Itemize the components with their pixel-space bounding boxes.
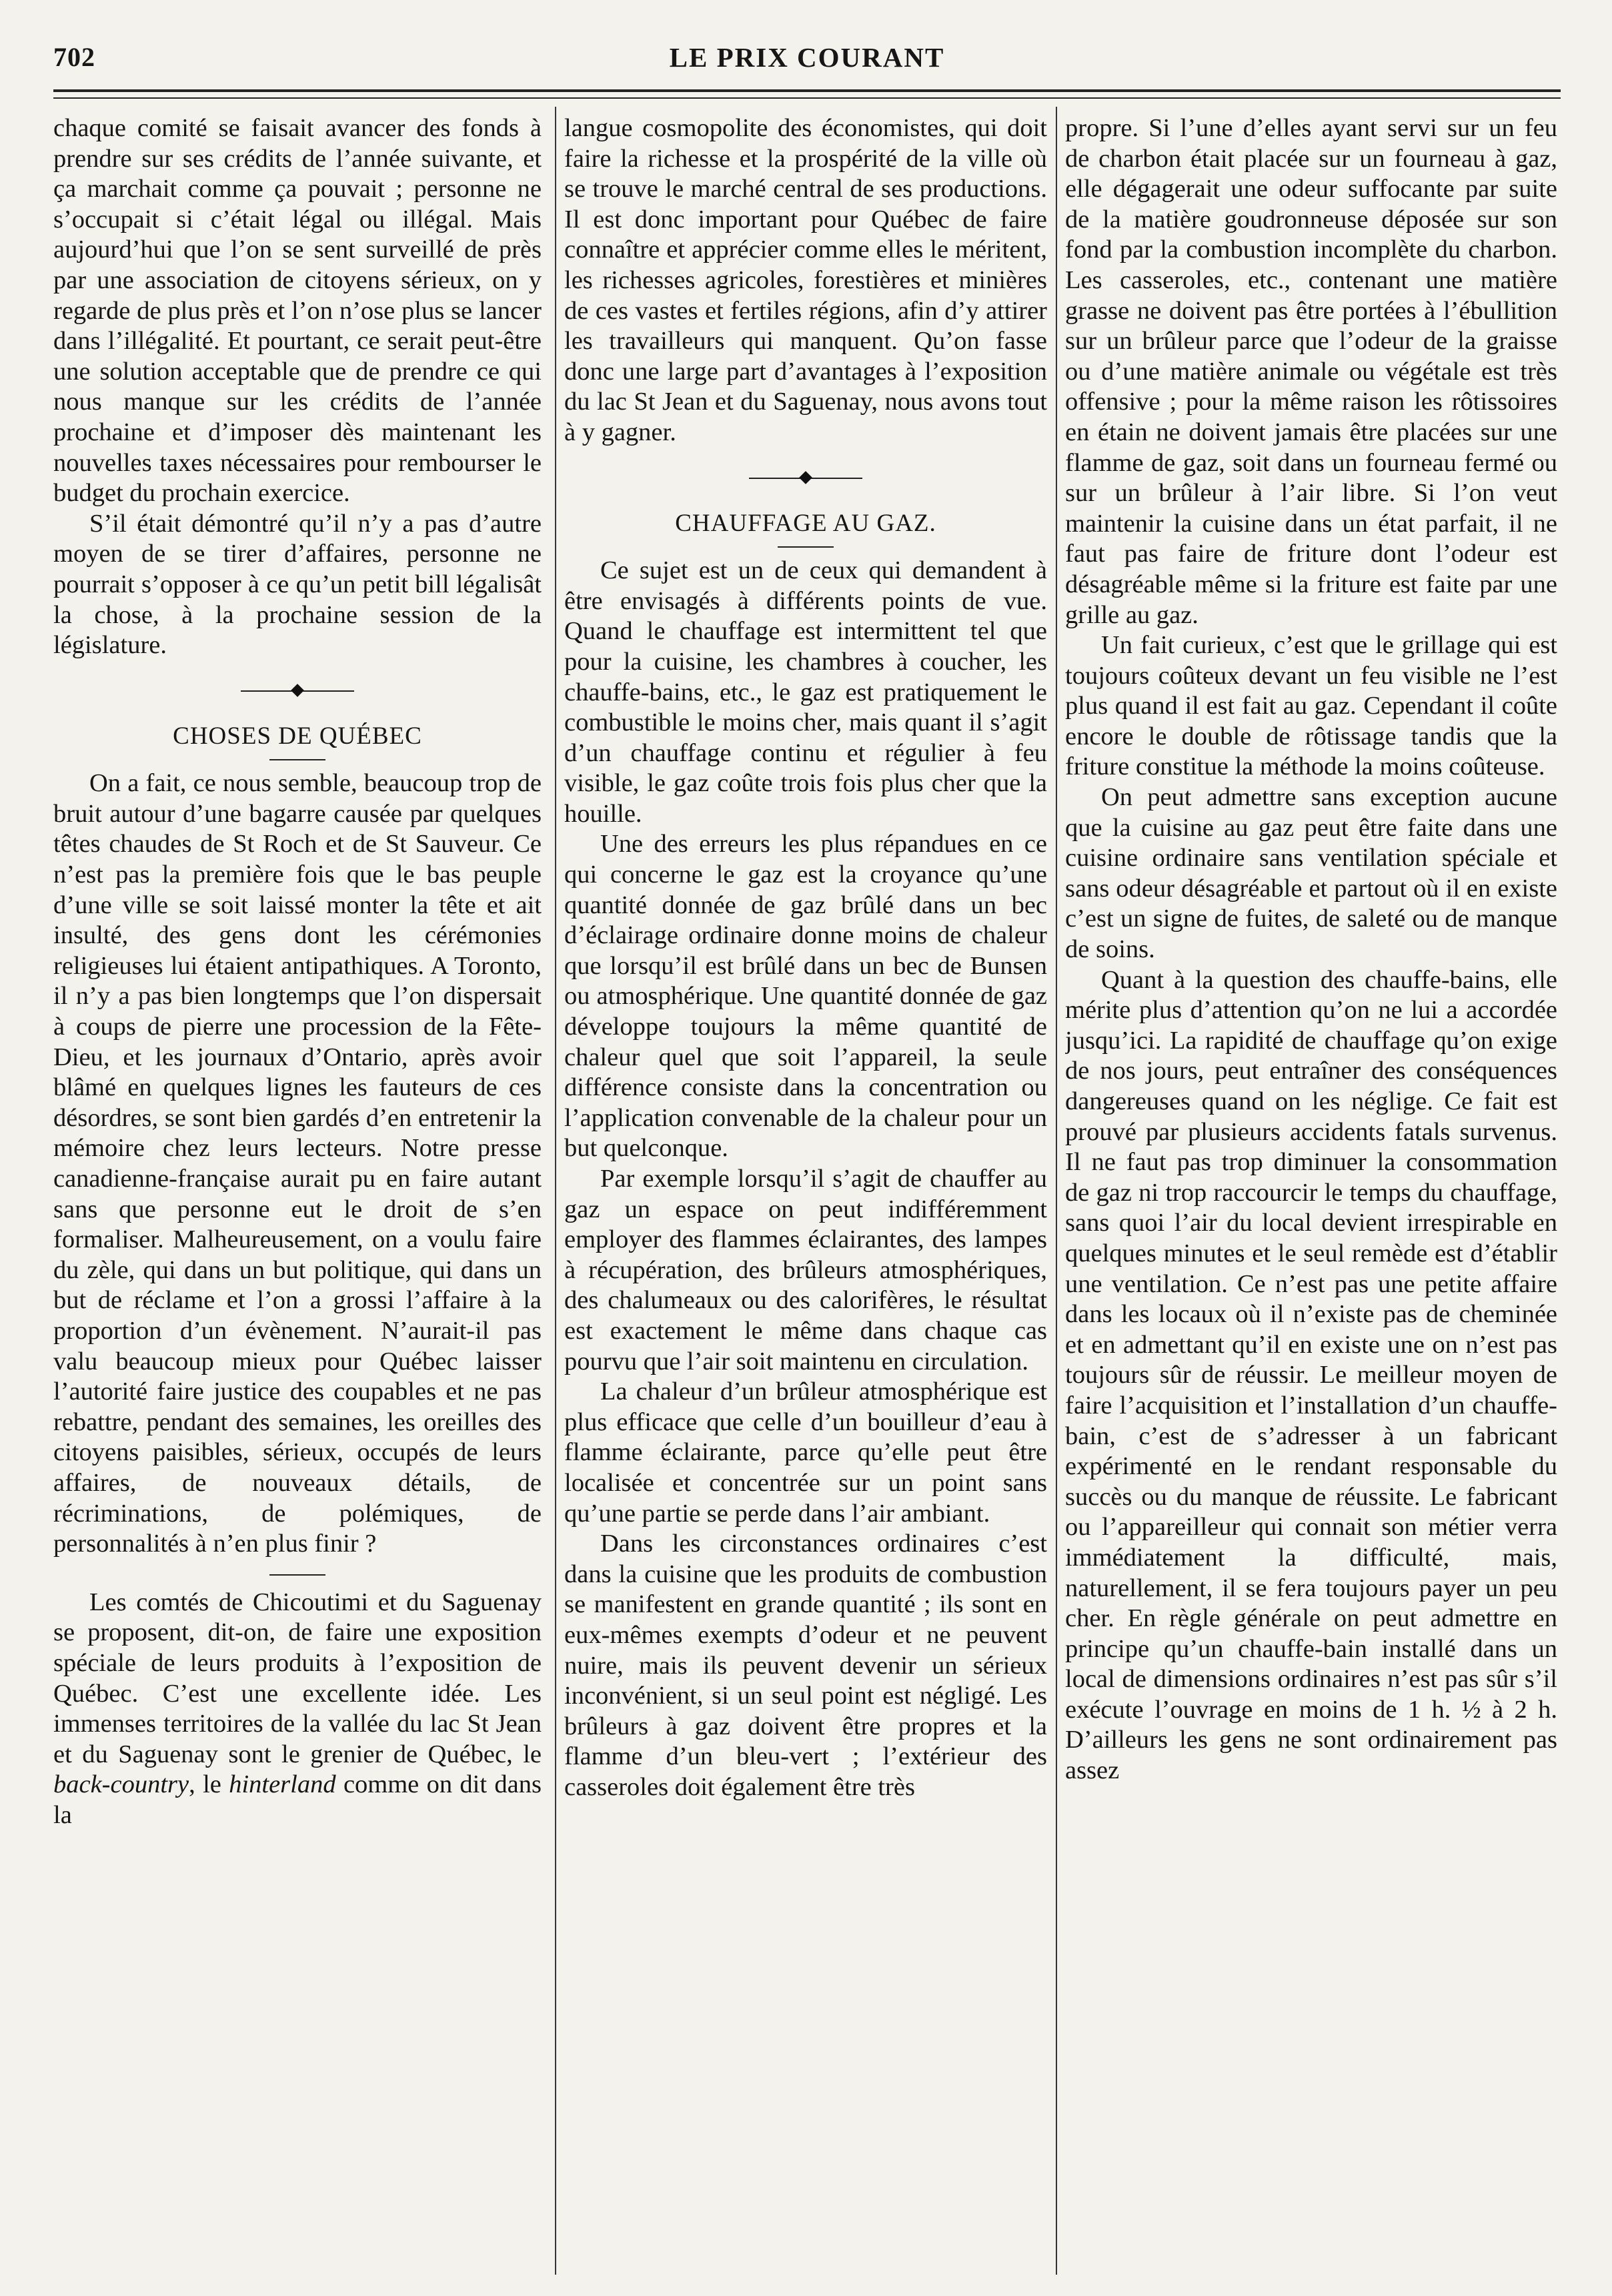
header-rule-thin [53,97,1561,99]
page-number: 702 [53,42,95,72]
column-2 [564,113,1047,2281]
col3-paragraph-2: Un fait curieux, c’est que le grillage qui est toujours coûteux devant un feu visible ne l’est plus quand il est fait au gaz. Cependant il coûte encore le double de rôtissage tandis que la friture constitue la méthode la moins coûteuse. [1065,631,1557,781]
italic-back-country: back-country [53,1770,189,1799]
col3-paragraph-4: Quant à la question des chauffe-bains, elle mérite plus d’attention qu’on ne lui a accordée jusqu’ici. La rapidité de chauffage qu’on exige de nos jours, peut entraîner des conséquences dangereuses quand on les néglige. Ce fait est prouvé par plusieurs accidents fatals survenus. Il ne faut pas trop diminuer la consommation de gaz ni trop raccourcir le temps du chauffage, sans quoi l’air du local devient irrespirable en quelques minutes et le seul remède est d’établir une ventilation. Ce n’est pas une petite affaire dans les locaux où il n’existe pas de cheminée et en admettant qu’il en existe une on n’est pas toujours sûr de réussir. Le meilleur moyen de faire l’acquisition et l’installation d’un chauffe-bain, c’est de s’adresser à un fabricant expérimenté en le rendant responsable du succès ou du manque de réussite. Le fabricant ou l’appareilleur qui connait son métier verra immédiatement la difficulté, mais, naturellement, il se fera toujours payer un peu cher. En règle générale on peut admettre en principe qu’un chauffe-bain installé dans un local de dimensions ordinaires n’est pas sûr s’il exécute l’ouvrage en moins de 1 h. ½ à 2 h. D’ailleurs les gens ne sont ordinairement pas assez [1065,965,1557,1785]
section-ornament [53,676,542,706]
col3-paragraph-3: On peut admettre sans exception aucune que la cuisine au gaz peut être faite dans une cuisine ordinaire sans ventilation spéciale et sans odeur désagréable et partout où il en existe c’est un signe de fuites, de saleté ou de manque de soins. [1065,783,1557,964]
column-1 [53,113,542,2281]
col1-paragraph-4: Les comtés de Chicoutimi et du Saguenay se proposent, dit-on, de faire une exposition spéciale de leurs produits à l’exposition de Québec. C’est une excellente idée. Les immenses territoires de la vallée du lac St Jean et du Saguenay sont le grenier de Québec, le back-country, le hinterland comme on dit dans la [53,1588,542,1829]
column-divider-2 [1056,107,1057,2275]
column-divider-1 [555,107,556,2275]
col3-paragraph-1: propre. Si l’une d’elles ayant servi sur un feu de charbon était placée sur un fourneau à gaz, elle dégagerait une odeur suffocante par suite de la matière goudronneuse déposée sur son fond par la combustion incomplète du charbon. Les casseroles, etc., contenant une matière grasse ne doivent pas être portées à l’ébullition sur un brûleur parce que l’odeur de la graisse ou d’une matière animale ou végétale est très offensive ; pour la même raison les rôtissoires en étain ne doivent jamais être placées sur une flamme de gaz, soit dans un fourneau fermé ou sur un brûleur à l’air libre. Si l’on veut maintenir la cuisine dans un état parfait, il ne faut pas faire de friture dont l’odeur est désagréable même si la friture est faite par une grille au gaz. [1065,114,1557,629]
heading-rule [269,759,325,760]
italic-hinterland: hinterland [229,1770,336,1799]
col2-paragraph-1: langue cosmopolite des économistes, qui doit faire la richesse et la prospérité de la ville où se trouve le marché central de ses productions. Il est donc important pour Québec de faire connaître et apprécier comme elles le méritent, les richesses agricoles, forestières et minières de ces vastes et fertiles régions, afin d’y attirer les travailleurs qui manquent. Qu’on fasse donc une large part d’avantages à l’exposition du lac St Jean et du Saguenay, nous avons tout à y gagner. [564,114,1047,446]
col1-paragraph-2: S’il était démontré qu’il n’y a pas d’autre moyen de se tirer d’affaires, personne ne pourrait s’opposer à ce qu’un petit bill légalisât la chose, à la prochaine session de la législature. [53,509,542,660]
heading-choses-de-quebec: CHOSES DE QUÉBEC [173,722,422,750]
page-header [53,41,1561,81]
col1-paragraph-3: On a fait, ce nous semble, beaucoup trop de bruit autour d’une bagarre causée par quelques têtes chaudes de St Roch et de St Sauveur. Ce n’est pas la première fois que le bas peuple d’une ville se soit laissé monter la tête et ait insulté, des gens dont les cérémonies religieuses lui étaient antipathiques. A Toronto, il n’y a pas bien longtemps que l’on dispersait à coups de pierre une procession de la Fête-Dieu, et les journaux d’Ontario, après avoir blâmé en quelques lignes les fauteurs de ces désordres, se sont bien gardés d’en entretenir la mémoire chez leurs lecteurs. Notre presse canadienne-française aurait pu en faire autant sans que personne eut le droit de s’en formaliser. Malheureusement, on a voulu faire du zèle, qui dans un but politique, qui dans un but de réclame et l’on a grossi l’affaire à la proportion d’un évènement. N’aurait-il pas valu beaucoup mieux pour Québec laisser l’autorité faire justice des coupables et ne pas rebattre, pendant des semaines, les oreilles des citoyens paisibles, sérieux, occupés de leurs affaires, de nouveaux détails, de récriminations, de polémiques, de personnalités à n’en plus finir ? [53,769,542,1558]
col2-paragraph-2: Ce sujet est un de ceux qui demandent à être envisagés à différents points de vue. Quand le chauffage est intermittent tel que pour la cuisine, les chambres à coucher, les chauffe-bains, etc., le gaz est pratiquement le combustible le moins cher, mais quant il s’agit d’un chauffage continu et régulier à feu visible, le gaz coûte trois fois plus cher que la houille. [564,556,1047,828]
column-3 [1065,113,1557,2281]
paragraph-separator [269,1574,325,1576]
col1-paragraph-1: chaque comité se faisait avancer des fonds à prendre sur ses crédits de l’année suivante, et ça marchait comme ça pouvait ; personne ne s’occupait si c’était légal ou illégal. Mais aujourd’hui que l’on se sent surveillé de près par une association de citoyens sérieux, on y regarde de plus près et l’on n’ose plus se lancer dans l’illégalité. Et pourtant, ce serait peut-être une solution acceptable que de prendre ce qui nous manque sur les crédits de l’année prochaine et d’imposer dès maintenant les nouvelles taxes nécessaires pour rembourser le budget du prochain exercice. [53,114,542,508]
heading-rule [778,546,834,548]
col2-paragraph-3: Une des erreurs les plus répandues en ce qui concerne le gaz est la croyance qu’une quantité donnée de gaz brûlé dans un bec d’éclairage ordinaire donne moins de chaleur que lorsqu’il est brûlé dans un bec de Bunsen ou atmosphérique. Une quantité donnée de gaz développe toujours la même quantité de chaleur quel que soit l’appareil, la seule différence consiste dans la concentration ou l’application convenable de la chaleur pour un but quelconque. [564,830,1047,1163]
col2-paragraph-4: Par exemple lorsqu’il s’agit de chauffer au gaz un espace on peut indifféremment employer des flammes éclairantes, des lampes à récupération, des brûleurs atmosphériques, des chalumeaux ou des calorifères, le résultat est exactement le même dans chaque cas pourvu que l’air soit maintenu en circulation. [564,1165,1047,1375]
heading-chauffage-au-gaz: CHAUFFAGE AU GAZ. [675,509,936,537]
col2-paragraph-5: La chaleur d’un brûleur atmosphérique est plus efficace que celle d’un bouilleur d’eau à flamme éclairante, parce qu’elle peut être localisée et concentrée sur un point sans qu’une partie se perde dans l’air ambiant. [564,1377,1047,1528]
header-rule-thick [53,89,1561,92]
section-ornament [564,463,1047,494]
journal-title: LE PRIX COURANT [669,42,945,73]
col2-paragraph-6: Dans les circonstances ordinaires c’est dans la cuisine que les produits de combustion se manifestent en grande quantité ; ils sont en eux-mêmes exempts d’odeur et ne peuvent nuire, mais ils peuvent devenir un sérieux inconvénient, si un seul point est négligé. Les brûleurs à gaz doivent être propres et la flamme d’un bleu-vert ; l’extérieur des casseroles doit également être très [564,1530,1047,1801]
